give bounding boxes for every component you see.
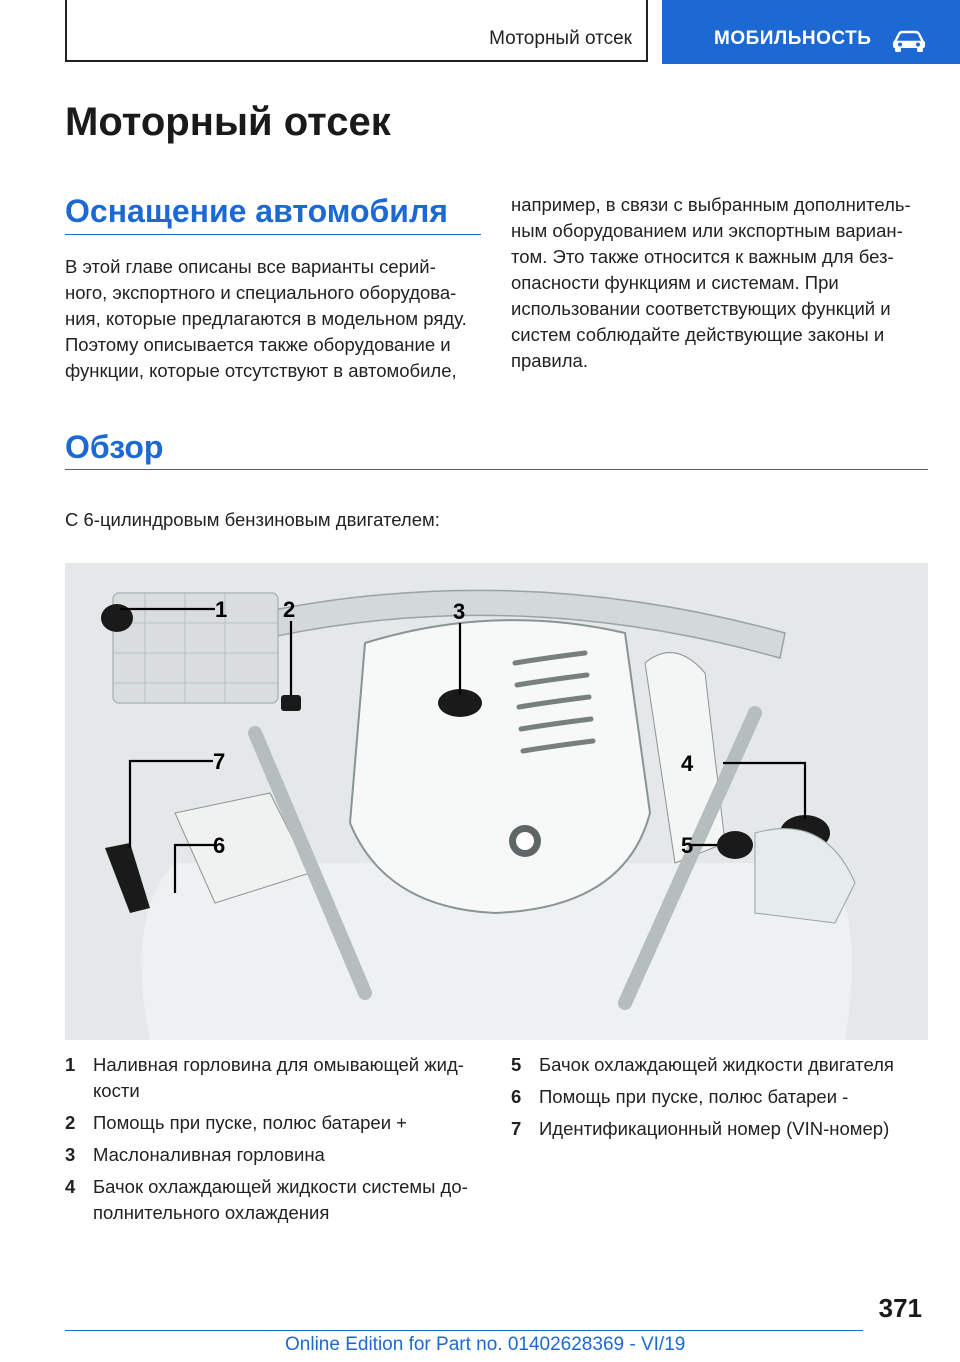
text-line: ного, экспортного и специального оборудова- xyxy=(65,282,457,304)
legend-item xyxy=(65,1142,490,1168)
callout-7: 7 xyxy=(213,749,226,774)
text-line: В этой главе описаны все варианты серий- xyxy=(65,256,436,277)
callout-6: 6 xyxy=(213,833,226,858)
legend-right xyxy=(511,1052,936,1148)
header-section-box xyxy=(65,0,648,62)
car-icon xyxy=(891,29,927,53)
header-mobility-tab[interactable] xyxy=(662,0,960,64)
legend-number: 7 xyxy=(511,1118,522,1140)
text-line: Маслоналивная горловина xyxy=(93,1144,325,1166)
legend-left xyxy=(65,1052,490,1232)
text-line: Поэтому описывается также оборудование и xyxy=(65,334,451,356)
legend-item xyxy=(511,1084,936,1110)
equipment-text-right xyxy=(511,192,931,375)
callout-3: 3 xyxy=(453,599,466,624)
overview-heading-rule xyxy=(65,469,928,470)
legend-item xyxy=(65,1174,490,1226)
callout-1: 1 xyxy=(215,597,228,622)
text-line: например, в связи с выбранным дополнитель- xyxy=(511,194,911,215)
text-line: функции, которые отсутствуют в автомобиле, xyxy=(65,360,457,382)
text-line: использовании соответствующих функций и xyxy=(511,298,891,320)
text-line: Бачок охлаждающей жидкости системы до- xyxy=(93,1176,468,1198)
legend-number: 5 xyxy=(511,1054,522,1075)
text-line: Помощь при пуске, полюс батареи + xyxy=(93,1112,407,1134)
footer-edition: Online Edition for Part no. 01402628369 - VI/19 xyxy=(285,1334,686,1355)
overview-intro: С 6-цилиндровым бензиновым двигателем: xyxy=(65,509,440,530)
text-line: ным оборудованием или экспортным вариан- xyxy=(511,220,903,242)
text-line: Наливная горловина для омывающей жид- xyxy=(93,1054,464,1075)
callout-2: 2 xyxy=(283,597,296,622)
text-line: Помощь при пуске, полюс батареи - xyxy=(539,1086,849,1108)
equipment-heading: Оснащение автомобиля xyxy=(65,193,448,229)
equipment-text-left xyxy=(65,254,485,384)
callout-5: 5 xyxy=(681,833,694,858)
legend-item xyxy=(65,1052,490,1104)
text-line: ния, которые предлагаются в модельном ряду. xyxy=(65,308,467,330)
page-number: 371 xyxy=(878,1293,922,1323)
text-line: правила. xyxy=(511,350,588,372)
text-line: Бачок охлаждающей жидкости двигателя xyxy=(539,1054,894,1075)
footer-rule xyxy=(65,1330,863,1331)
text-line: опасности функциям и системам. При xyxy=(511,272,839,294)
text-line: систем соблюдайте действующие законы и xyxy=(511,324,885,346)
text-line: кости xyxy=(93,1080,140,1102)
overview-heading: Обзор xyxy=(65,429,164,465)
legend-number: 4 xyxy=(65,1176,76,1198)
page-title: Моторный отсек xyxy=(65,100,391,144)
engine-compartment-image xyxy=(65,563,928,1040)
legend-item xyxy=(511,1116,936,1142)
callout-4: 4 xyxy=(681,751,694,776)
header-section-title: Моторный отсек xyxy=(489,28,632,49)
text-line: Идентификационный номер (VIN-номер) xyxy=(539,1118,890,1140)
legend-item xyxy=(511,1052,936,1078)
legend-number: 2 xyxy=(65,1112,76,1134)
header-tab-label: МОБИЛЬНОСТЬ xyxy=(714,28,872,49)
legend-number: 6 xyxy=(511,1086,522,1108)
equipment-heading-rule xyxy=(65,234,481,235)
legend-item xyxy=(65,1110,490,1136)
text-line: полнительного охлаждения xyxy=(93,1202,330,1224)
legend-number: 1 xyxy=(65,1054,76,1075)
legend-number: 3 xyxy=(65,1144,76,1166)
text-line: том. Это также относится к важным для без- xyxy=(511,246,894,268)
